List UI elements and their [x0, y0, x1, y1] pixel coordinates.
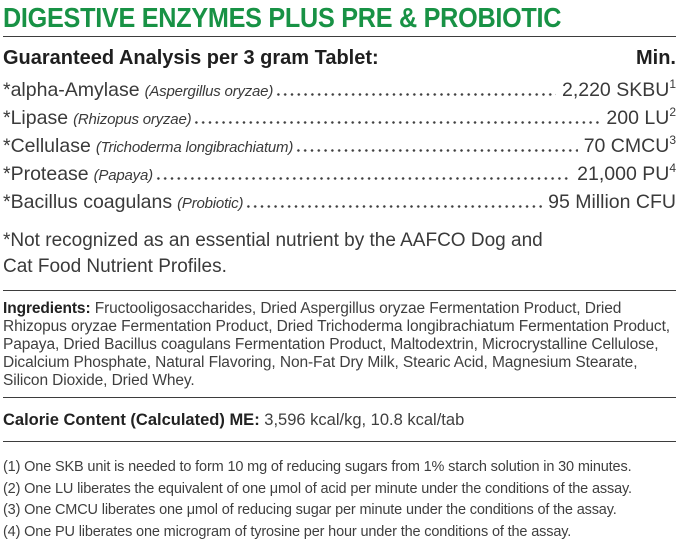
footnotes-section	[3, 457, 676, 543]
enzyme-source: (Papaya)	[93, 167, 153, 184]
analysis-row-lipase	[3, 105, 676, 133]
divider-above-ingredients	[3, 290, 676, 291]
enzyme-name: *Protease (Papaya)	[3, 163, 153, 185]
enzyme-name: *alpha-Amylase (Aspergillus oryzae)	[3, 79, 274, 101]
divider-above-calorie	[3, 397, 676, 398]
enzyme-name: *Lipase (Rhizopus oryzae)	[3, 107, 192, 129]
analysis-row-protease	[3, 161, 676, 189]
calorie-content-line	[3, 410, 676, 430]
analysis-row-cellulase	[3, 133, 676, 161]
enzyme-source: (Rhizopus oryzae)	[73, 111, 192, 128]
analysis-rows	[3, 77, 676, 217]
enzyme-value: 70 CMCU$^3$	[583, 132, 676, 157]
enzyme-value: 2,220 SKBU$^1$	[561, 76, 676, 101]
dot-leader	[245, 194, 542, 208]
enzyme-value: 95 Million CFU	[548, 191, 676, 213]
ingredients-paragraph	[3, 300, 676, 390]
footnote-1: (1) One SKB unit is needed to form 10 mg of reducing sugars from 1% starch solution in 30 minutes.	[3, 459, 632, 475]
footnote-marker: 4	[669, 160, 676, 175]
dot-leader	[193, 110, 600, 124]
divider-below-calorie	[3, 441, 676, 442]
dot-leader	[155, 166, 571, 180]
enzyme-value: 200 $LU^2$	[606, 104, 676, 129]
guaranteed-analysis-heading: Guaranteed Analysis per 3 gram Tablet:	[3, 47, 379, 69]
calorie-values: 3,596 kcal/kg, 10.8 kcal/tab	[264, 411, 465, 429]
calorie-label: Calorie Content (Calculated) ME:	[3, 411, 260, 429]
enzyme-value: 21,000 $PU^4$	[577, 160, 676, 185]
analysis-row-alpha-amylase	[3, 77, 676, 105]
enzyme-source: (Trichoderma longibrachiatum)	[95, 139, 294, 156]
footnote-marker: 3	[669, 132, 676, 147]
aafco-disclaimer: *Not recognized as an essential nutrient by the AAFCO Dog and Cat Food Nutrient Profiles.	[3, 230, 543, 277]
min-column-label: Min.	[636, 47, 676, 69]
footnote-4: (4) One PU liberates one microgram of tyrosine per hour under the conditions of the assay.	[3, 523, 572, 540]
dot-leader	[275, 82, 556, 96]
enzyme-name: *Bacillus coagulans (Probiotic)	[3, 191, 244, 213]
dot-leader	[295, 138, 578, 152]
footnote-3: (3) One CMCU liberates one μmol of reducing sugar per minute under the conditions of the assay.	[3, 502, 617, 518]
enzyme-name: *Cellulase (Trichoderma longibrachiatum)	[3, 135, 294, 157]
enzyme-source: (Probiotic)	[177, 195, 244, 212]
enzyme-source: (Aspergillus oryzae)	[144, 83, 274, 100]
ingredients-text: Fructooligosaccharides, Dried Aspergillus oryzae Fermentation Product, Dried Rhizopus oryzae Fermentation Product, Dried Trichoderma longibrachiatum Fermentation Product, Papaya, Dried Bacillus coagulans Fermentation Product, Maltodextrin, Microcrystalline Cellulose, Dicalcium Phosphate, Natural Flavoring, Non-Fat Dry Milk, Stearic Acid, Magnesium Stearate, Silicon Dioxide, Dried Whey.	[3, 300, 670, 389]
product-title: DIGESTIVE ENZYMES PLUS PRE & PROBIOTIC	[3, 2, 562, 33]
divider-under-title	[3, 36, 676, 37]
ingredients-label: Ingredients:	[3, 300, 91, 317]
footnote-marker: 1	[669, 76, 676, 91]
guaranteed-analysis-header	[3, 47, 676, 70]
footnote-marker: 2	[669, 104, 676, 119]
footnote-2: (2) One LU liberates the equivalent of one μmol of acid per minute under the conditions of the assay.	[3, 480, 632, 497]
analysis-row-bacillus-coagulans	[3, 189, 676, 217]
